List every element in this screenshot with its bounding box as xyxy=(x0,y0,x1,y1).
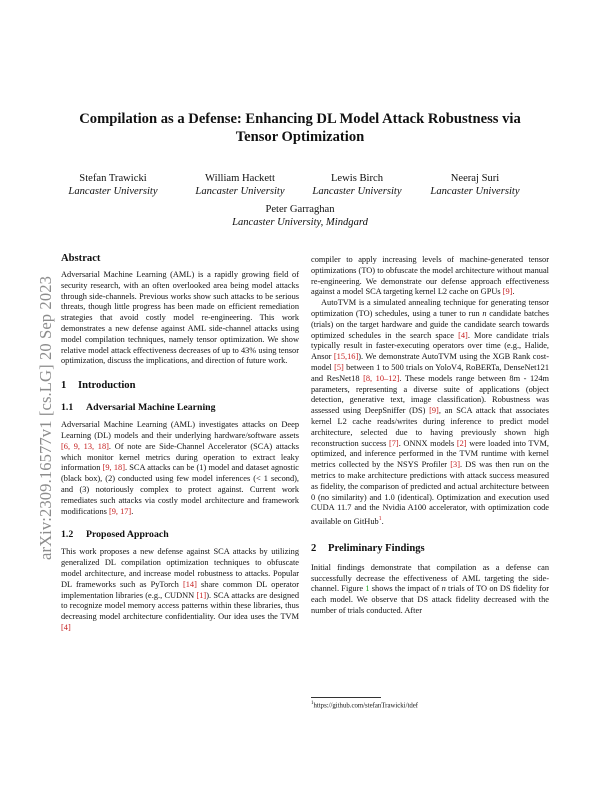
footnote-marker[interactable]: 1 xyxy=(378,516,382,523)
author-affiliation: Lancaster University, Mindgard xyxy=(232,217,368,228)
footnote xyxy=(311,699,418,710)
footnote-url[interactable]: https://github.com/stefanTrawicki/tdef xyxy=(313,702,419,710)
section-number: 2 xyxy=(311,542,317,554)
section-title: Introduction xyxy=(78,380,136,392)
citation-link[interactable]: [4] xyxy=(458,330,468,340)
citation-link[interactable]: [4] xyxy=(61,622,71,632)
citation-link[interactable]: [9] xyxy=(429,406,439,416)
citation-link[interactable]: [14] xyxy=(182,579,197,589)
footnote-divider xyxy=(311,697,381,698)
author-block xyxy=(48,172,178,198)
subsection-title: Proposed Approach xyxy=(86,529,169,541)
footnote-mark: 1 xyxy=(311,701,314,706)
author-block xyxy=(215,203,385,229)
author-block xyxy=(292,172,422,198)
subsection-heading xyxy=(61,529,299,541)
author-block xyxy=(410,172,540,198)
paragraph: AutoTVM is a simulated annealing technique for generating tensor optimization (TO) schedules, using a tuner to run n candidate batches (trials) on the target hardware and guide the candidate search towards optimized schedules in the search space [4]. More candidate trials typically result in faster-executing operators over time (e.g., Halide, Ansor [15,16]). We demonstrate AutoTVM using the XGB Rank cost-model [5] between 1 to 500 trials on YoloV4, RoBERTa, DenseNet121 and ResNet18 [8, 10–12]. These models range between 8m - 124m parameters, representing a diverse suite of applications (object detection, generative text, image classification). Robustness was assessed using DeepSniffer (DS) [9], an SCA attack that associates kernel L2 cache reads/writes during inference to predict model architecture, selected due to having previously shown high reconstruction success [7]. ONNX models [2] were loaded into TVM, optimized, and inference performed in the TVM runtime with kernel metrics collected by the NSYS Profiler [3]. DS was then run on the metrics to make architecture predictions with attack success measured as fidelity, the comparison of predicted and actual architecture between 0 (no similarity) and 1.0 (identical). Optimization and execution used CUDA 11.7 and the Nvidia A100 accelerator, with optimization code available on GitHub$^1$. xyxy=(311,298,550,526)
figure-reference-link[interactable]: 1 xyxy=(365,584,370,594)
citation-link[interactable]: [15,16] xyxy=(333,352,359,362)
author-name: Stefan Trawicki xyxy=(79,173,147,184)
subsection-title: Adversarial Machine Learning xyxy=(86,402,216,414)
left-column xyxy=(61,252,299,634)
section-heading xyxy=(61,379,299,392)
section-heading xyxy=(311,542,549,555)
author-block xyxy=(175,172,305,198)
subsection-heading xyxy=(61,402,299,414)
author-affiliation: Lancaster University xyxy=(195,186,285,197)
paragraph: Initial findings demonstrate that compilation as a defense can successfully decrease the effectiveness of AML targeting the side-channel. Figure 1 shows the impact of n trials of TO on DS fidelity for each model. We observe that DS attack fidelity decreased with the number of trials conducted. After xyxy=(311,562,549,615)
subsection-number: 1.2 xyxy=(61,529,74,541)
author-name: William Hackett xyxy=(205,173,275,184)
abstract-text: Adversarial Machine Learning (AML) is a rapidly growing field of security research, with an often overlooked area being model attacks through side-channels. Previous works show such attacks to be serious threats, though little progress has been made on efficient remediation strategies that avoid costly model re-engineering. This work demonstrates a new defense against AML side-channel attacks using model compilation techniques, namely tensor optimization. We show relative model attack effectiveness decreases of up to 43% using tensor optimization, discuss the implications, and direction of future work. xyxy=(61,270,299,366)
paper-title: Compilation as a Defense: Enhancing DL Model Attack Robustness via Tensor Optimization xyxy=(79,111,521,145)
citation-link[interactable]: [5] xyxy=(334,362,344,372)
author-affiliation: Lancaster University xyxy=(430,186,520,197)
citation-link[interactable]: [1] xyxy=(196,590,207,600)
citation-link[interactable]: [7] xyxy=(388,438,399,448)
author-name: Peter Garraghan xyxy=(265,204,335,215)
author-affiliation: Lancaster University xyxy=(312,186,402,197)
arxiv-identifier[interactable]: arXiv:2309.16577v1 [cs.LG] 20 Sep 2023 xyxy=(36,275,55,560)
citation-link[interactable]: [6, 9, 13, 18] xyxy=(61,441,109,451)
author-name: Neeraj Suri xyxy=(450,173,500,184)
right-column xyxy=(311,255,549,617)
citation-link[interactable]: [8, 10–12] xyxy=(363,373,400,383)
author-affiliation: Lancaster University xyxy=(68,186,158,197)
citation-link[interactable]: [9, 17] xyxy=(108,506,132,516)
paragraph: compiler to apply increasing levels of machine-generated tensor optimizations (TO) to obfuscate the model architecture without manual re-engineering. We demonstrate our defense approach effectiveness against a model SCA targeting kernel L2 cache on GPUs [9]. xyxy=(311,255,549,297)
citation-link[interactable]: [9, 18] xyxy=(102,463,125,473)
citation-link[interactable]: [3] xyxy=(450,460,460,470)
author-name: Lewis Birch xyxy=(330,173,384,184)
paragraph: Adversarial Machine Learning (AML) investigates attacks on Deep Learning (DL) models and their underlying hardware/software assets [6, 9, 13, 18]. Of note are Side-Channel Accelerator (SCA) attacks which monitor kernel metrics during operation to extract leaky information [9, 18]. SCA attacks can be (1) model and dataset agnostic (black box), (2) conducted using few model inferences (< 1 second), and (3) notoriously complex to protect against. Current work remediates such attacks via costly model architecture and framework modifications [9, 17]. xyxy=(61,420,299,516)
section-number: 1 xyxy=(61,380,67,392)
citation-link[interactable]: [2] xyxy=(456,438,467,448)
paragraph: This work proposes a new defense against SCA attacks by utilizing generalized DL compilation optimization techniques to obfuscate model architecture, and increase model robustness to attacks. Popular DL frameworks such as PyTorch [14] share common DL operator implementation libraries (e.g., CUDNN [1]). SCA attacks are designed to recognize model memory access patterns within these libraries, thus decreasing model architecture confidentiality. Our idea uses the TVM [4] xyxy=(61,547,299,632)
citation-link[interactable]: [9] xyxy=(502,287,513,297)
subsection-number: 1.1 xyxy=(61,402,74,414)
section-title: Preliminary Findings xyxy=(328,542,425,554)
abstract-heading: Abstract xyxy=(61,253,101,264)
